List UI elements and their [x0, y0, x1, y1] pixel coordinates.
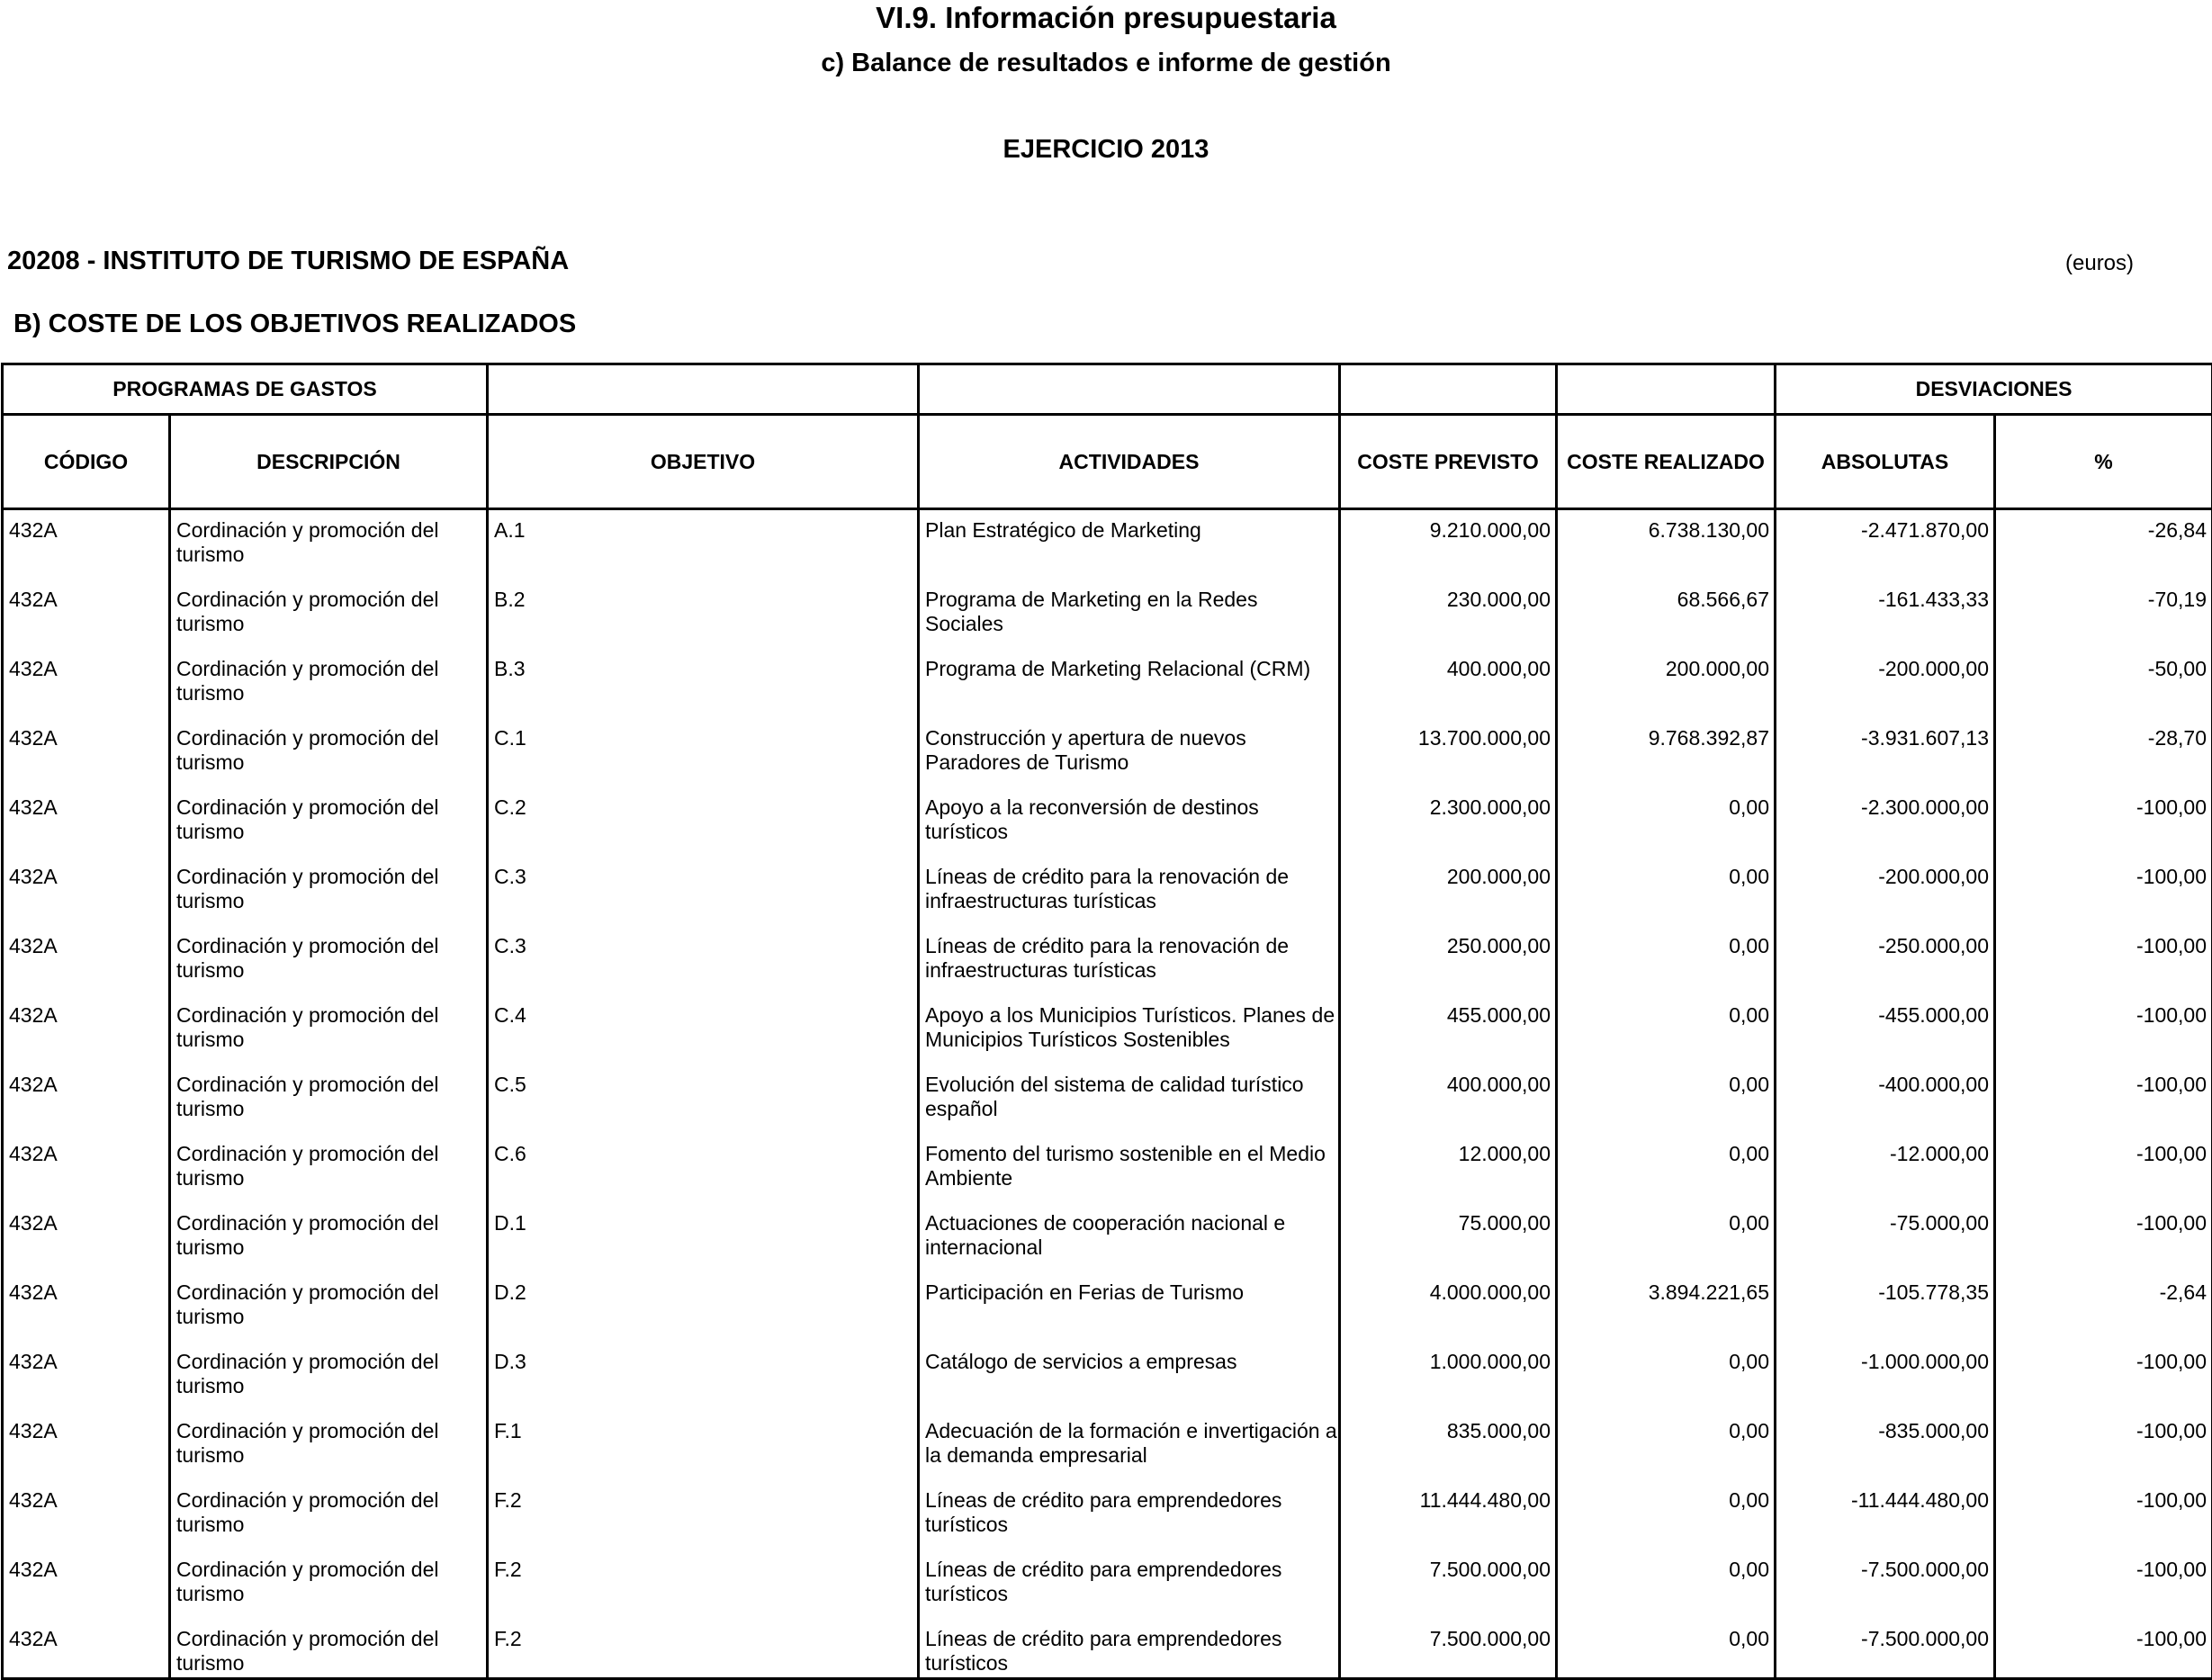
cell-descripcion: Cordinación y promoción del turismo — [170, 857, 488, 926]
table-row — [3, 579, 2212, 649]
cell-coste-previsto: 7.500.000,00 — [1340, 1619, 1557, 1679]
cell-objetivo: D.1 — [488, 1203, 919, 1272]
table-row — [3, 1480, 2212, 1550]
cell-desviacion-absoluta: -11.444.480,00 — [1776, 1480, 1995, 1550]
cell-coste-realizado: 0,00 — [1557, 1065, 1776, 1134]
table-row — [3, 649, 2212, 718]
cell-codigo: 432A — [3, 857, 170, 926]
cell-desviacion-porcentaje: -100,00 — [1995, 1065, 2212, 1134]
cell-coste-previsto: 13.700.000,00 — [1340, 718, 1557, 787]
cell-descripcion: Cordinación y promoción del turismo — [170, 1480, 488, 1550]
cell-descripcion: Cordinación y promoción del turismo — [170, 1619, 488, 1679]
table-row — [3, 1619, 2212, 1679]
cell-desviacion-porcentaje: -100,00 — [1995, 1342, 2212, 1411]
cell-actividades: Apoyo a los Municipios Turísticos. Planes de Municipios Turísticos Sostenibles — [919, 995, 1340, 1065]
column-header-codigo: CÓDIGO — [3, 415, 170, 509]
cell-codigo: 432A — [3, 1480, 170, 1550]
entity-name: 20208 - INSTITUTO DE TURISMO DE ESPAÑA — [7, 245, 569, 277]
cell-coste-realizado: 0,00 — [1557, 787, 1776, 857]
cell-coste-realizado: 0,00 — [1557, 1619, 1776, 1679]
cell-descripcion: Cordinación y promoción del turismo — [170, 579, 488, 649]
cell-coste-previsto: 250.000,00 — [1340, 926, 1557, 995]
table-row — [3, 1134, 2212, 1203]
cell-codigo: 432A — [3, 1619, 170, 1679]
cell-coste-previsto: 7.500.000,00 — [1340, 1550, 1557, 1619]
cell-descripcion: Cordinación y promoción del turismo — [170, 995, 488, 1065]
cell-objetivo: A.1 — [488, 509, 919, 580]
column-header-coste-previsto: COSTE PREVISTO — [1340, 415, 1557, 509]
cell-desviacion-absoluta: -161.433,33 — [1776, 579, 1995, 649]
cell-objetivo: B.2 — [488, 579, 919, 649]
cell-actividades: Apoyo a la reconversión de destinos turísticos — [919, 787, 1340, 857]
group-header-empty — [1340, 364, 1557, 415]
cell-desviacion-porcentaje: -28,70 — [1995, 718, 2212, 787]
fiscal-year: EJERCICIO 2013 — [0, 133, 2212, 166]
cell-coste-previsto: 200.000,00 — [1340, 857, 1557, 926]
table-row — [3, 1065, 2212, 1134]
cell-objetivo: F.1 — [488, 1411, 919, 1480]
cell-coste-realizado: 0,00 — [1557, 995, 1776, 1065]
cell-descripcion: Cordinación y promoción del turismo — [170, 787, 488, 857]
cell-actividades: Actuaciones de cooperación nacional e internacional — [919, 1203, 1340, 1272]
table-row — [3, 1411, 2212, 1480]
table-row — [3, 1342, 2212, 1411]
cell-coste-realizado: 0,00 — [1557, 857, 1776, 926]
cell-actividades: Plan Estratégico de Marketing — [919, 509, 1340, 580]
cell-desviacion-absoluta: -1.000.000,00 — [1776, 1342, 1995, 1411]
cell-objetivo: F.2 — [488, 1550, 919, 1619]
cell-desviacion-porcentaje: -100,00 — [1995, 1619, 2212, 1679]
table-row — [3, 1550, 2212, 1619]
cell-codigo: 432A — [3, 926, 170, 995]
group-header-programas: PROGRAMAS DE GASTOS — [3, 364, 488, 415]
cell-objetivo: C.3 — [488, 926, 919, 995]
cell-codigo: 432A — [3, 718, 170, 787]
cell-desviacion-porcentaje: -100,00 — [1995, 1203, 2212, 1272]
table-row — [3, 1272, 2212, 1342]
cell-descripcion: Cordinación y promoción del turismo — [170, 1411, 488, 1480]
cell-desviacion-absoluta: -250.000,00 — [1776, 926, 1995, 995]
group-header-empty — [488, 364, 919, 415]
cell-actividades: Construcción y apertura de nuevos Paradores de Turismo — [919, 718, 1340, 787]
table-row — [3, 926, 2212, 995]
cell-objetivo: C.6 — [488, 1134, 919, 1203]
cell-codigo: 432A — [3, 509, 170, 580]
cell-actividades: Líneas de crédito para emprendedores turísticos — [919, 1550, 1340, 1619]
cell-codigo: 432A — [3, 1203, 170, 1272]
table-row — [3, 995, 2212, 1065]
cell-objetivo: B.3 — [488, 649, 919, 718]
cell-objetivo: C.2 — [488, 787, 919, 857]
cell-coste-previsto: 400.000,00 — [1340, 1065, 1557, 1134]
cell-desviacion-porcentaje: -100,00 — [1995, 1411, 2212, 1480]
cell-coste-realizado: 0,00 — [1557, 1342, 1776, 1411]
cell-coste-realizado: 9.768.392,87 — [1557, 718, 1776, 787]
cell-objetivo: F.2 — [488, 1480, 919, 1550]
cell-objetivo: C.3 — [488, 857, 919, 926]
table-row — [3, 787, 2212, 857]
cell-coste-realizado: 0,00 — [1557, 1134, 1776, 1203]
cell-actividades: Líneas de crédito para la renovación de infraestructuras turísticas — [919, 857, 1340, 926]
cell-codigo: 432A — [3, 1411, 170, 1480]
cell-desviacion-absoluta: -75.000,00 — [1776, 1203, 1995, 1272]
column-header-coste-realizado: COSTE REALIZADO — [1557, 415, 1776, 509]
column-header-objetivo: OBJETIVO — [488, 415, 919, 509]
cell-actividades: Catálogo de servicios a empresas — [919, 1342, 1340, 1411]
cell-desviacion-absoluta: -200.000,00 — [1776, 857, 1995, 926]
cell-coste-previsto: 2.300.000,00 — [1340, 787, 1557, 857]
cell-desviacion-absoluta: -2.471.870,00 — [1776, 509, 1995, 580]
cell-objetivo: F.2 — [488, 1619, 919, 1679]
cell-codigo: 432A — [3, 1065, 170, 1134]
cell-actividades: Líneas de crédito para la renovación de infraestructuras turísticas — [919, 926, 1340, 995]
cell-codigo: 432A — [3, 1134, 170, 1203]
cell-descripcion: Cordinación y promoción del turismo — [170, 718, 488, 787]
cell-desviacion-porcentaje: -100,00 — [1995, 926, 2212, 995]
cell-desviacion-absoluta: -7.500.000,00 — [1776, 1550, 1995, 1619]
cell-coste-realizado: 68.566,67 — [1557, 579, 1776, 649]
column-header-actividades: ACTIVIDADES — [919, 415, 1340, 509]
cell-desviacion-porcentaje: -100,00 — [1995, 1550, 2212, 1619]
cell-coste-previsto: 230.000,00 — [1340, 579, 1557, 649]
table-row — [3, 1203, 2212, 1272]
column-header-porcentaje: % — [1995, 415, 2212, 509]
cell-actividades: Líneas de crédito para emprendedores turísticos — [919, 1619, 1340, 1679]
cell-desviacion-porcentaje: -50,00 — [1995, 649, 2212, 718]
cell-actividades: Participación en Ferias de Turismo — [919, 1272, 1340, 1342]
cell-objetivo: C.4 — [488, 995, 919, 1065]
section-title: B) COSTE DE LOS OBJETIVOS REALIZADOS — [13, 308, 576, 340]
cell-actividades: Programa de Marketing en la Redes Sociales — [919, 579, 1340, 649]
cell-codigo: 432A — [3, 1342, 170, 1411]
document-title: VI.9. Información presupuestaria — [0, 0, 2212, 36]
cell-coste-previsto: 12.000,00 — [1340, 1134, 1557, 1203]
cell-descripcion: Cordinación y promoción del turismo — [170, 509, 488, 580]
cell-desviacion-porcentaje: -100,00 — [1995, 1480, 2212, 1550]
column-header-absolutas: ABSOLUTAS — [1776, 415, 1995, 509]
cell-coste-previsto: 9.210.000,00 — [1340, 509, 1557, 580]
cell-coste-realizado: 0,00 — [1557, 926, 1776, 995]
cell-objetivo: C.1 — [488, 718, 919, 787]
cell-codigo: 432A — [3, 1550, 170, 1619]
document-subtitle: c) Balance de resultados e informe de gestión — [0, 47, 2212, 79]
cell-actividades: Programa de Marketing Relacional (CRM) — [919, 649, 1340, 718]
cost-objectives-table — [1, 363, 2212, 1680]
cell-desviacion-absoluta: -835.000,00 — [1776, 1411, 1995, 1480]
cell-objetivo: D.2 — [488, 1272, 919, 1342]
cell-coste-realizado: 200.000,00 — [1557, 649, 1776, 718]
cell-codigo: 432A — [3, 579, 170, 649]
group-header-empty — [919, 364, 1340, 415]
cell-descripcion: Cordinación y promoción del turismo — [170, 649, 488, 718]
cell-coste-realizado: 6.738.130,00 — [1557, 509, 1776, 580]
cell-coste-previsto: 75.000,00 — [1340, 1203, 1557, 1272]
cell-actividades: Fomento del turismo sostenible en el Medio Ambiente — [919, 1134, 1340, 1203]
currency-units: (euros) — [2065, 250, 2134, 277]
cell-desviacion-absoluta: -400.000,00 — [1776, 1065, 1995, 1134]
cell-desviacion-porcentaje: -70,19 — [1995, 579, 2212, 649]
cell-actividades: Líneas de crédito para emprendedores turísticos — [919, 1480, 1340, 1550]
cell-coste-previsto: 4.000.000,00 — [1340, 1272, 1557, 1342]
cell-descripcion: Cordinación y promoción del turismo — [170, 1134, 488, 1203]
cell-coste-realizado: 0,00 — [1557, 1203, 1776, 1272]
cell-descripcion: Cordinación y promoción del turismo — [170, 1272, 488, 1342]
cell-desviacion-porcentaje: -2,64 — [1995, 1272, 2212, 1342]
cell-codigo: 432A — [3, 649, 170, 718]
cell-desviacion-absoluta: -3.931.607,13 — [1776, 718, 1995, 787]
cell-desviacion-absoluta: -12.000,00 — [1776, 1134, 1995, 1203]
cell-desviacion-porcentaje: -100,00 — [1995, 857, 2212, 926]
column-header-descripcion: DESCRIPCIÓN — [170, 415, 488, 509]
table-row — [3, 718, 2212, 787]
cell-desviacion-absoluta: -7.500.000,00 — [1776, 1619, 1995, 1679]
table-row — [3, 509, 2212, 580]
cell-descripcion: Cordinación y promoción del turismo — [170, 1203, 488, 1272]
table-row — [3, 857, 2212, 926]
cell-codigo: 432A — [3, 1272, 170, 1342]
cell-objetivo: D.3 — [488, 1342, 919, 1411]
cell-codigo: 432A — [3, 995, 170, 1065]
cell-desviacion-porcentaje: -100,00 — [1995, 1134, 2212, 1203]
cell-desviacion-porcentaje: -100,00 — [1995, 995, 2212, 1065]
group-header-desviaciones: DESVIACIONES — [1776, 364, 2212, 415]
cell-coste-previsto: 455.000,00 — [1340, 995, 1557, 1065]
group-header-empty — [1557, 364, 1776, 415]
cell-descripcion: Cordinación y promoción del turismo — [170, 926, 488, 995]
cell-coste-previsto: 835.000,00 — [1340, 1411, 1557, 1480]
cell-desviacion-porcentaje: -26,84 — [1995, 509, 2212, 580]
cell-desviacion-absoluta: -200.000,00 — [1776, 649, 1995, 718]
cell-coste-realizado: 3.894.221,65 — [1557, 1272, 1776, 1342]
cell-objetivo: C.5 — [488, 1065, 919, 1134]
cell-coste-previsto: 1.000.000,00 — [1340, 1342, 1557, 1411]
cell-descripcion: Cordinación y promoción del turismo — [170, 1342, 488, 1411]
cell-coste-realizado: 0,00 — [1557, 1550, 1776, 1619]
cell-desviacion-absoluta: -105.778,35 — [1776, 1272, 1995, 1342]
cell-actividades: Evolución del sistema de calidad turístico español — [919, 1065, 1340, 1134]
cell-descripcion: Cordinación y promoción del turismo — [170, 1550, 488, 1619]
cell-desviacion-porcentaje: -100,00 — [1995, 787, 2212, 857]
cell-coste-previsto: 11.444.480,00 — [1340, 1480, 1557, 1550]
cell-codigo: 432A — [3, 787, 170, 857]
cell-desviacion-absoluta: -455.000,00 — [1776, 995, 1995, 1065]
cell-coste-realizado: 0,00 — [1557, 1480, 1776, 1550]
cell-descripcion: Cordinación y promoción del turismo — [170, 1065, 488, 1134]
cell-coste-realizado: 0,00 — [1557, 1411, 1776, 1480]
cell-coste-previsto: 400.000,00 — [1340, 649, 1557, 718]
cell-desviacion-absoluta: -2.300.000,00 — [1776, 787, 1995, 857]
cell-actividades: Adecuación de la formación e invertigación a la demanda empresarial — [919, 1411, 1340, 1480]
